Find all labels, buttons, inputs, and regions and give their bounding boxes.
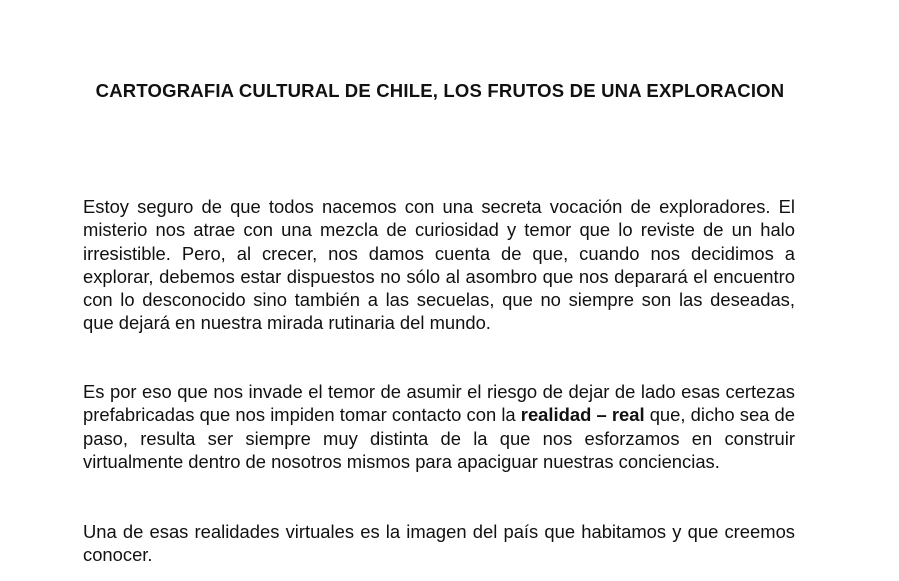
document-title: CARTOGRAFIA CULTURAL DE CHILE, LOS FRUTOS DE UNA EXPLORACION (95, 80, 785, 101)
paragraph-2-text-start: Es por eso que nos invade el temor de asumir el riesgo de dejar de lado esas certezas prefabricadas que nos impiden tomar contacto con la (83, 381, 795, 426)
paragraph-2-text-end: que, dicho sea de paso, resulta ser siempre muy distinta de la que nos esforzamos en construir virtualmente dentro de nosotros mismos para apaciguar nuestras conciencias. (83, 404, 795, 472)
paragraph-2-bold-phrase: realidad – real (520, 404, 645, 426)
paragraph-1: Estoy seguro de que todos nacemos con una secreta vocación de exploradores. El misterio nos atrae con una mezcla de curiosidad y temor que lo reviste de un halo irresistible. Pero, al crecer, nos damos cuenta de que, cuando nos decidimos a explorar, debemos estar dispuestos no sólo al asombro que nos deparará el encuentro con lo desconocido sino también a las secuelas, que no siempre son las deseadas, que dejará en nuestra mirada rutinaria del mundo. (83, 196, 795, 334)
paragraph-3: Una de esas realidades virtuales es la imagen del país que habitamos y que creemos conocer. (83, 521, 795, 566)
paragraph-2 (83, 380, 795, 473)
